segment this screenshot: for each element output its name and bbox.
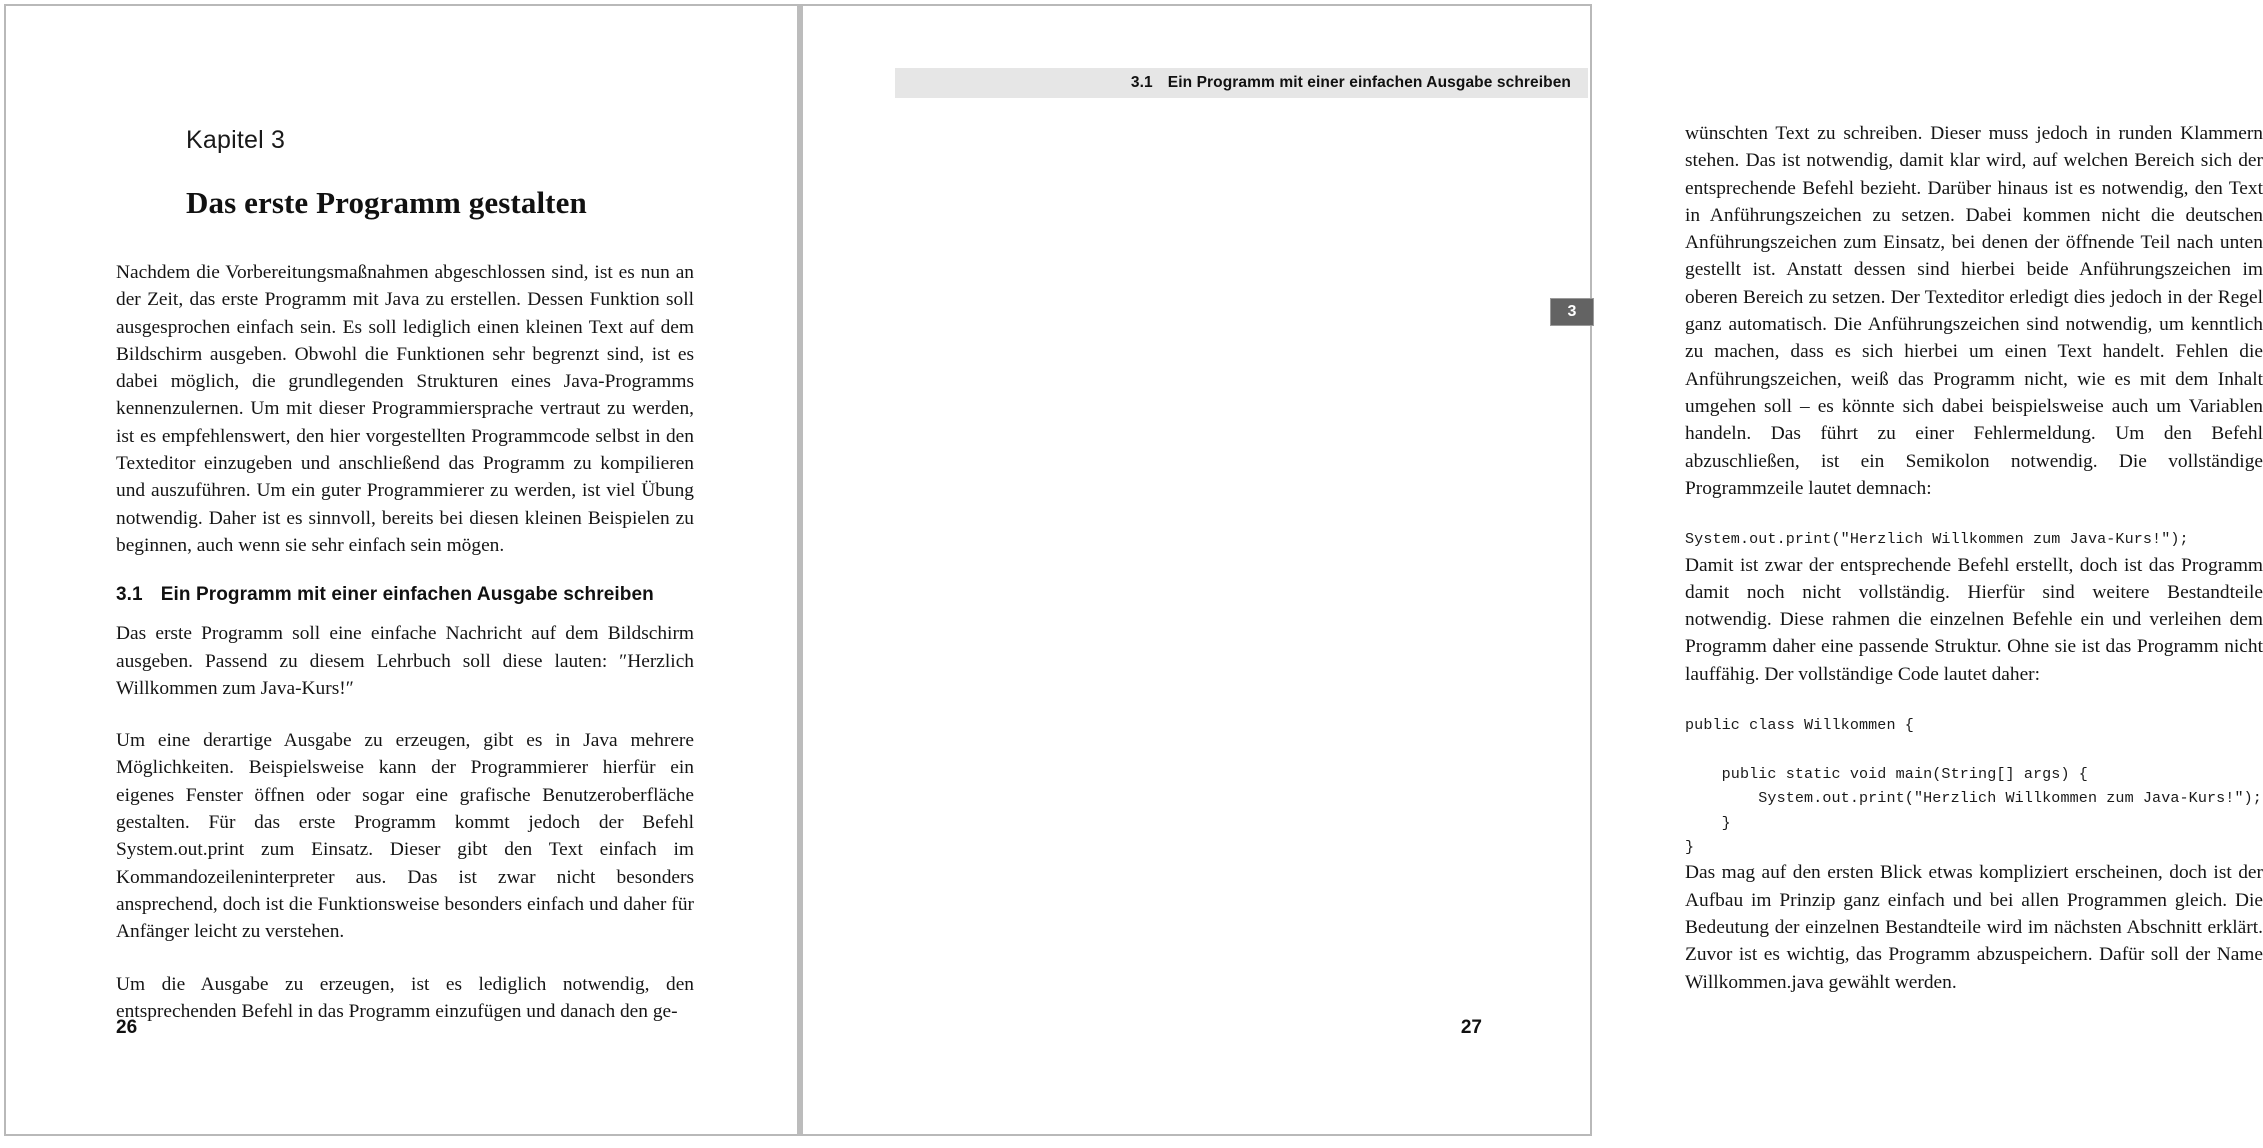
right-page [803,6,2263,1134]
paragraph-after-single-code: Damit ist zwar der entsprechende Befehl erstellt, doch ist das Programm damit noch nicht vollständig. Hierfür sind weitere Bestandteile notwendig. Diese rahmen die einzelnen Befehle ein und verleihen dem Programm daher eine passende Struktur. Ohne sie ist das Programm nicht lauffähig. Der vollständige Code lautet daher: [1685,554,2263,685]
intro-paragraph: Nachdem die Vorbereitungsmaßnahmen abgeschlossen sind, ist es nun an der Zeit, das erste Programm mit Java zu erstellen. Dessen Funktion soll ausgesprochen einfach sein. Es soll lediglich einen kleinen Text auf dem Bildschirm ausgeben. Obwohl die Funktionen sehr begrenzt sind, ist es dabei möglich, die grundlegenden Strukturen eines Java-Programms kennenzulernen. Um mit dieser Programmiersprache vertraut zu werden, ist es empfehlenswert, den hier vorgestellten Programmcode selbst in den Texteditor einzugeben und anschließend das Programm zu kompilieren und auszuführen. Um ein guter Programmierer zu werden, ist viel Übung notwendig. Daher ist es sinnvoll, bereits bei diesen kleinen Beispielen zu beginnen, auch wenn sie sehr einfach sein mögen. [116,262,694,556]
code-block: public class Willkommen { public static void main(String[] args) { System.out.print("Herzlich Willkommen zum Java-Kurs!"); } } [1685,716,2262,857]
page-number-right: 27 [1460,1017,1482,1038]
book-spread [4,4,2263,1136]
continuation-paragraph: wünschten Text zu schreiben. Dieser muss jedoch in runden Klammern stehen. Das ist notwendig, damit klar wird, auf welchen Bereich sich der entsprechende Befehl bezieht. Darüber hinaus ist es notwendig, den Text in Anführungszeichen zu setzen. Dabei kommen nicht die deutschen Anführungszeichen zum Einsatz, bei denen der öffnende Teil nach unten gestellt ist. Anstatt dessen sind hierbei beide Anführungszeichen im oberen Bereich zu setzen. Der Texteditor erledigt dies jedoch in der Regel ganz automatisch. Die Anführungszeichen sind notwendig, um kenntlich zu machen, dass es sich hierbei um einen Text handelt. Fehlen die Anführungszeichen, weiß das Programm nicht, wie es mit dem Inhalt umgehen soll – es könnte sich dabei beispielsweise auch um Variablen handeln. Das führt zu einer Fehlermeldung. Um den Befehl abzuschließen, ist ein Semikolon notwendig. Die vollständige Programmzeile lautet demnach: [1685,123,2263,499]
closing-paragraph: Das mag auf den ersten Blick etwas kompliziert erscheinen, doch ist der Aufbau im Prinzip ganz einfach und bei allen Programmen gleich. Die Bedeutung der einzelnen Bestandteile wird im nächsten Abschnitt erklärt. Zuvor ist es wichtig, das Programm abzuspeichern. Dafür soll der Name Willkommen.java gewählt werden. [1685,862,2263,993]
right-text-column [1685,120,2263,996]
section-paragraph-2: Um eine derartige Ausgabe zu erzeugen, gibt es in Java mehrere Möglichkeiten. Beispielsweise kann der Programmierer hierfür ein eigenes Fenster öffnen oder sogar eine grafische Benutzeroberfläche gestalten. Für das erste Programm kommt jedoch der Befehl System.out.print zum Einsatz. Dieser gibt den Text einfach im Kommandozeileninterpreter aus. Das ist zwar nicht besonders ansprechend, doch ist die Funktionsweise besonders einfach und daher für Anfänger leicht zu verstehen. [116,730,694,943]
running-header-title: Ein Programm mit einer einfachen Ausgabe schreiben [1167,74,1571,91]
section-paragraph-3: Um die Ausgabe zu erzeugen, ist es lediglich notwendig, den entsprechenden Befehl in das Programm einzufügen und danach den ge- [116,973,694,1022]
section-heading [116,584,694,606]
chapter-label: Kapitel 3 [186,126,286,154]
section-number: 3.1 [116,584,143,606]
left-text-column [116,259,694,1025]
code-single-line: System.out.print("Herzlich Willkommen zum Java-Kurs!"); [1685,530,2189,549]
running-header [895,68,1588,98]
chapter-thumb-tab: 3 [1550,298,1594,326]
section-title: Ein Programm mit einer einfachen Ausgabe schreiben [160,584,654,606]
page-number-left: 26 [116,1017,138,1038]
running-header-number: 3.1 [1130,74,1153,91]
chapter-title: Das erste Programm gestalten [186,184,587,220]
section-paragraph-1: Das erste Programm soll eine einfache Nachricht auf dem Bildschirm ausgeben. Passend zu diesem Lehrbuch soll diese lauten: ″Herzlich Willkommen zum Java-Kurs!″ [116,623,694,699]
left-page [6,6,797,1134]
